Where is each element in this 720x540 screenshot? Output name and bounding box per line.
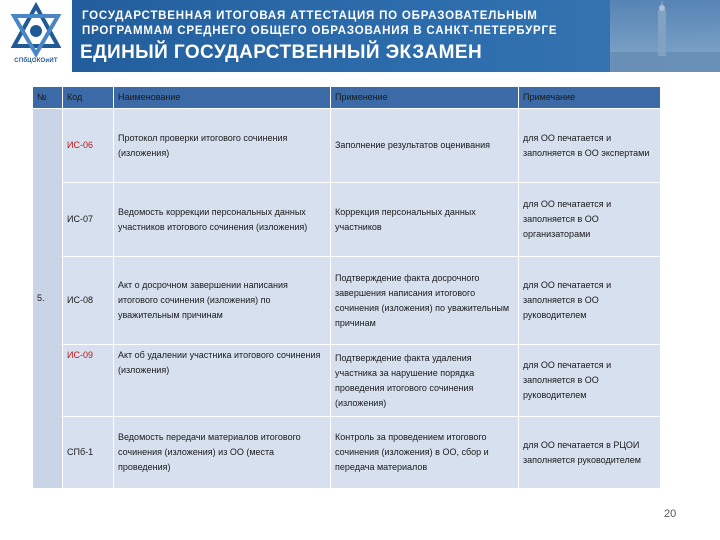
row-note: для ОО печатается и заполняется в ОО организаторами <box>519 183 661 257</box>
row-note: для ОО печатается и заполняется в ОО экспертами <box>519 109 661 183</box>
row-usage: Подтверждение факта досрочного завершения написания итогового сочинения (изложения) по уважительным причинам <box>331 257 519 345</box>
row-usage: Контроль за проведением итогового сочинения (изложения) в ОО, сбор и передача материалов <box>331 417 519 489</box>
row-code: ИС-08 <box>63 257 114 345</box>
header-photo <box>610 0 720 72</box>
row-code: ИС-06 <box>63 109 114 183</box>
row-name: Акт об удалении участника итогового сочинения (изложения) <box>114 345 331 417</box>
documents-table <box>32 86 661 489</box>
row-name: Протокол проверки итогового сочинения (изложения) <box>114 109 331 183</box>
header-line-1: ГОСУДАРСТВЕННАЯ ИТОГОВАЯ АТТЕСТАЦИЯ ПО ОБРАЗОВАТЕЛЬНЫМ <box>82 10 538 22</box>
logo <box>0 0 72 72</box>
row-name: Акт о досрочном завершении написания итогового сочинения (изложения) по уважительным причинам <box>114 257 331 345</box>
group-number: 5. <box>37 293 45 303</box>
table-row <box>33 257 661 345</box>
header-banner <box>0 0 720 72</box>
table-row <box>33 183 661 257</box>
table-header-row <box>33 87 661 109</box>
row-usage: Подтверждение факта удаления участника за нарушение порядка проведения итогового сочинения (изложения) <box>331 345 519 417</box>
table-row <box>33 345 661 417</box>
table-row <box>33 109 661 183</box>
row-note: для ОО печатается и заполняется в ОО руководителем <box>519 345 661 417</box>
page-number: 20 <box>664 508 677 520</box>
row-usage: Коррекция персональных данных участников <box>331 183 519 257</box>
row-code: ИС-09 <box>63 345 114 417</box>
group-number-cell <box>33 109 63 489</box>
spire-icon <box>610 0 720 72</box>
header-title: ЕДИНЫЙ ГОСУДАРСТВЕННЫЙ ЭКЗАМЕН <box>80 42 483 63</box>
row-name: Ведомость передачи материалов итогового сочинения (изложения) из ОО (места проведения) <box>114 417 331 489</box>
row-name: Ведомость коррекции персональных данных участников итогового сочинения (изложения) <box>114 183 331 257</box>
row-note: для ОО печатается в РЦОИ заполняется руководителем <box>519 417 661 489</box>
col-header-code: Код <box>63 87 114 109</box>
logo-emblem-icon <box>6 2 66 58</box>
row-code: ИС-07 <box>63 183 114 257</box>
logo-label: СПбЦОКОиИТ <box>14 58 58 64</box>
col-header-number: № <box>33 87 63 109</box>
row-note: для ОО печатается и заполняется в ОО руководителем <box>519 257 661 345</box>
row-code: СПб-1 <box>63 417 114 489</box>
col-header-usage: Применение <box>331 87 519 109</box>
col-header-name: Наименование <box>114 87 331 109</box>
table-row <box>33 417 661 489</box>
header-line-2: ПРОГРАММАМ СРЕДНЕГО ОБЩЕГО ОБРАЗОВАНИЯ В САНКТ-ПЕТЕРБУРГЕ <box>82 25 558 37</box>
row-usage: Заполнение результатов оценивания <box>331 109 519 183</box>
col-header-note: Примечание <box>519 87 661 109</box>
